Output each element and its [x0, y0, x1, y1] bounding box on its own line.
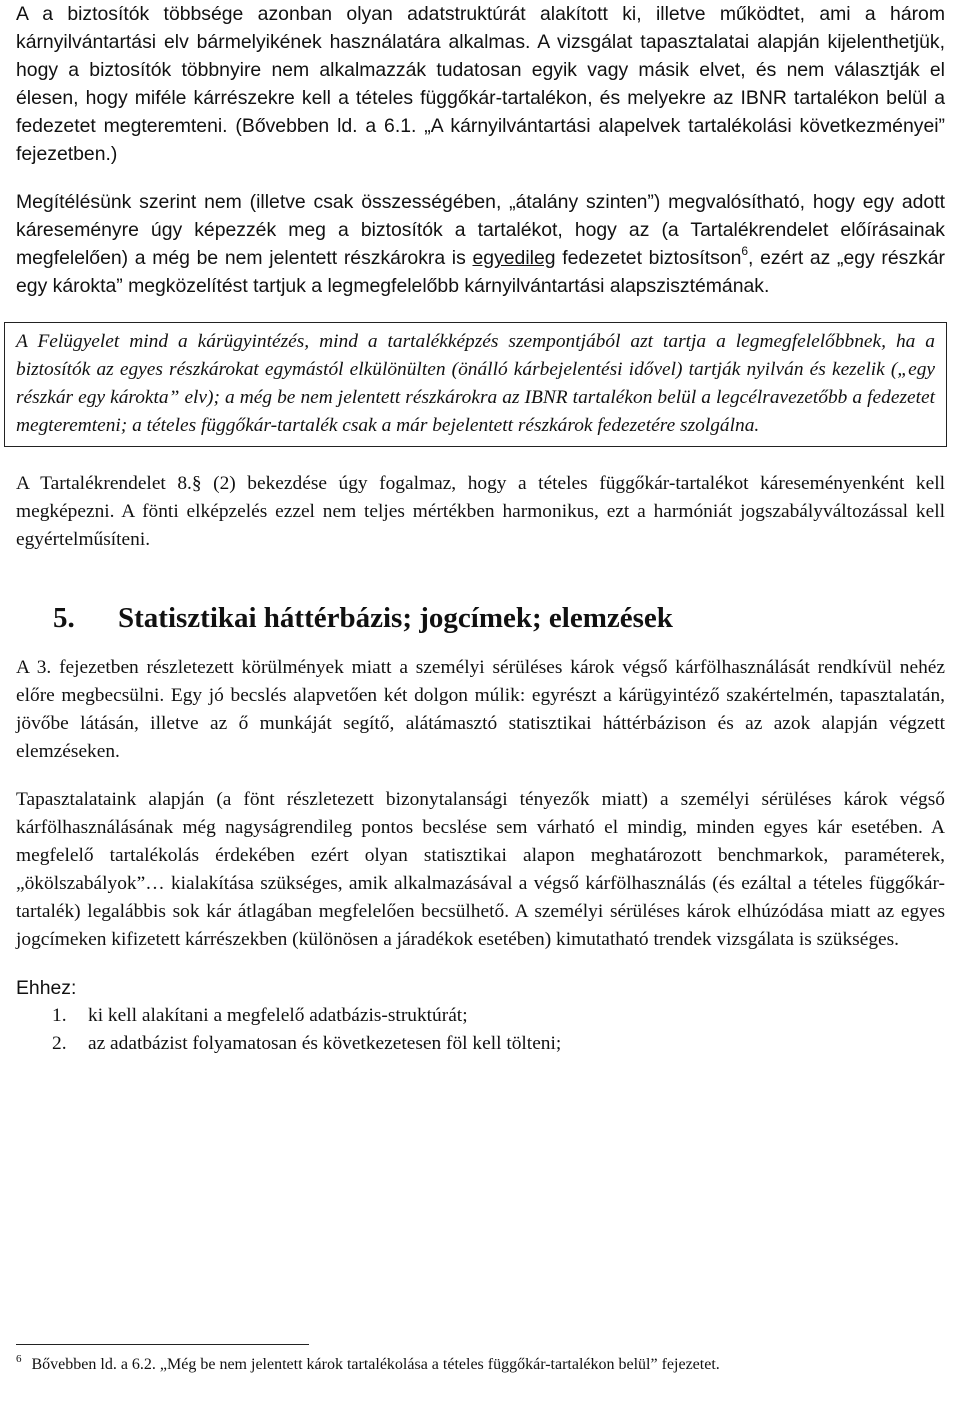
- paragraph-intro: A a biztosítók többsége azonban olyan adatstruktúrát alakított ki, illetve működtet, ami a három kárnyilvántartási elv bármelyikének használatára alkalmas. A vizsgálat tapasztalatai alapján kijelenthetjük, hogy a biztosítók többnyire nem alkalmazzák tudatosan egyik vagy másik elvet, és nem választják el élesen, hogy miféle kárrészekre kell a tételes függőkár-tartalékon, és melyekre az IBNR tartalékon belül a fedezetet megteremteni. (Bővebben ld. a 6.1. „A kárnyilvántartási alapelvek tartalékolási következményei” fejezetben.): [16, 3, 945, 165]
- list-item-text: ki kell alakítani a megfelelő adatbázis-struktúrát;: [88, 1005, 468, 1026]
- paragraph-assessment-part-c: , ezért az „egy részkár egy károkta” megközelítést tartjuk a legmegfelelőbb kárnyilvántartási alapszisztémának.: [16, 247, 946, 297]
- footnote: [16, 1353, 945, 1377]
- underlined-word: egyedileg: [472, 247, 556, 269]
- footnote-text: Bővebben ld. a 6.2. „Még be nem jelentett károk tartalékolása a tételes függőkár-tartalékon belül” fejezetet.: [31, 1356, 720, 1373]
- requirements-list: [16, 1002, 945, 1058]
- ehhez-label: Ehhez:: [16, 977, 77, 999]
- list-item: [16, 1002, 945, 1030]
- paragraph-circumstances: A 3. fejezetben részletezett körülmények miatt a személyi sérüléses károk végső kárfölhasználását rendkívül nehéz előre megbecsülni. Egy jó becslés alapvetően két dolgon múlik: egyrészt a kárügyintéző szakértelmén, tapasztalatán, jövőbe látásán, illetve az ő munkáját segítő, alátámasztó statisztikai háttérbázison és az azok alapján végzett elemzéseken.: [16, 657, 945, 762]
- paragraph-assessment-part-b: fedezetet biztosítson: [555, 247, 742, 269]
- footnote-reference[interactable]: 6: [741, 244, 749, 258]
- section-number: 5.: [53, 602, 75, 634]
- supervisory-position-box: [4, 322, 947, 447]
- paragraph-assessment-part-a: Megítélésünk szerint nem (illetve csak összességében, „átalány szinten”) megvalósítható, hogy egy adott káreseményre úgy képezzék meg a biztosítók a tartalékot, hogy az (a Tartalékrendelet előírásainak megfelelően) a még be nem jelentett részkárokra is: [16, 191, 945, 269]
- document-page: [16, 0, 945, 1058]
- section-title: Statisztikai háttérbázis; jogcímek; elemzések: [118, 602, 673, 634]
- list-item-number: 2.: [52, 1033, 67, 1054]
- paragraph-assessment: [16, 188, 945, 300]
- footnote-number: 6: [16, 1353, 22, 1365]
- paragraph-regulation: A Tartalékrendelet 8.§ (2) bekezdése úgy fogalmaz, hogy a tételes függőkár-tartalékot káreseményenként kell megképezni. A fönti elképzelés ezzel nem teljes mértékben harmonikus, ezt a harmóniát jogszabályváltozással kell egyértelműsíteni.: [16, 473, 945, 550]
- paragraph-experience: Tapasztalataink alapján (a fönt részletezett bizonytalansági tényezők miatt) a személyi sérüléses károk végső kárfölhasználásának még nagyságrendileg pontos becslése sem várható el mindig, minden egyes kár esetében. A megfelelő tartalékolás érdekében ezért olyan statisztikai alapon meghatározott benchmarkok, paraméterek, „ökölszabályok”… kialakítása szükséges, amik alkalmazásával a végső kárfölhasználás (és ezáltal a tételes függőkár-tartalék) legalábbis sok kár átlagában megfelelően becsülhető. A személyi sérüléses károk elhúzódása miatt az egyes jogcímeken kifizetett kárrészekben (különösen a járadékok esetében) kimutatható trendek vizsgálata is szükséges.: [16, 789, 945, 950]
- boxed-paragraph: A Felügyelet mind a kárügyintézés, mind a tartalékképzés szempontjából azt tartja a legmegfelelőbbnek, ha a biztosítók az egyes részkárokat egymástól elkülönülten (önálló kárbejelentési idővel) tartják nyilván és kezelik („egy részkár egy károkta” elv); a még be nem jelentett részkárokra az IBNR tartalékon belül a legcélravezetőbb a fedezetet megteremteni; a tételes függőkár-tartalék csak a már bejelentett részkárok fedezetére szolgálna.: [16, 331, 935, 436]
- list-item: [16, 1030, 945, 1058]
- list-item-number: 1.: [52, 1005, 67, 1026]
- list-item-text: az adatbázist folyamatosan és következetesen föl kell tölteni;: [88, 1033, 562, 1054]
- footnote-divider: [16, 1344, 309, 1345]
- section-heading: [16, 601, 945, 635]
